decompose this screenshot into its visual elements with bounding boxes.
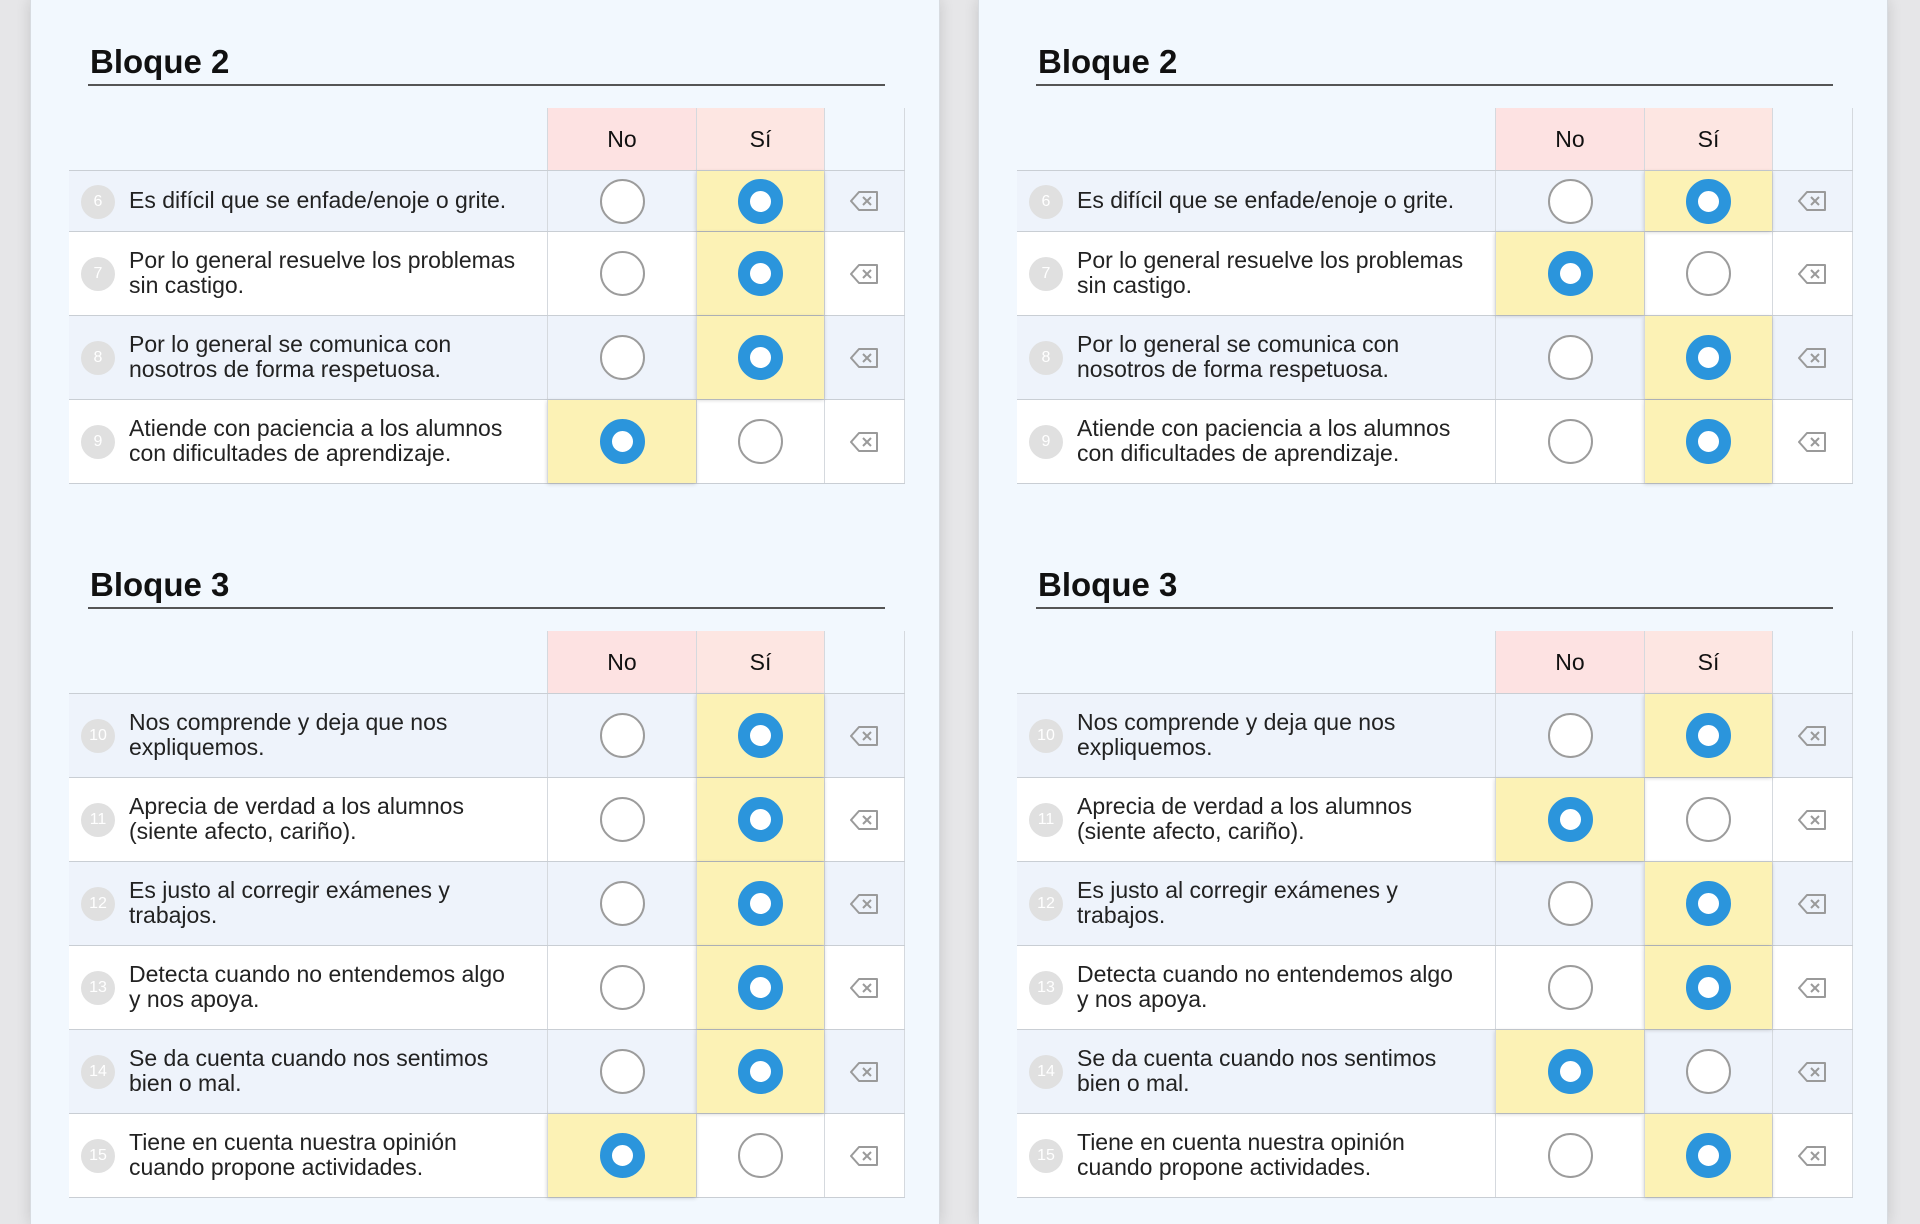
question-row xyxy=(1017,1030,1853,1114)
question-text xyxy=(1077,188,1497,213)
radio-si-selected[interactable] xyxy=(1686,881,1731,926)
answer-cell-si[interactable] xyxy=(696,862,824,945)
question-text-line-2: nosotros de forma respetuosa. xyxy=(129,356,441,382)
question-row xyxy=(1017,694,1853,778)
answer-cell-no[interactable] xyxy=(1495,694,1644,777)
radio-no-selected[interactable] xyxy=(1548,1049,1593,1094)
question-row xyxy=(1017,171,1853,232)
question-number-badge: 8 xyxy=(1029,341,1063,375)
question-rows xyxy=(69,170,905,484)
question-text-line-1: Por lo general resuelve los problemas xyxy=(129,247,516,273)
radio-si-selected[interactable] xyxy=(1686,335,1731,380)
column-header-si: Sí xyxy=(696,631,824,693)
column-header-no: No xyxy=(1495,631,1644,693)
answer-cell-si[interactable] xyxy=(1644,1030,1772,1113)
question-text-line-2: (siente afecto, cariño). xyxy=(1077,818,1305,844)
question-text-line-1: Detecta cuando no entendemos algo xyxy=(1077,961,1453,987)
question-row xyxy=(69,778,905,862)
radio-no[interactable] xyxy=(600,179,645,224)
radio-no[interactable] xyxy=(1548,881,1593,926)
radio-no[interactable] xyxy=(600,1049,645,1094)
question-number-badge: 14 xyxy=(81,1055,115,1089)
clear-answer-cell[interactable] xyxy=(1772,171,1853,231)
radio-no[interactable] xyxy=(600,797,645,842)
question-text xyxy=(1077,332,1497,382)
question-text-line-1: Tiene en cuenta nuestra opinión xyxy=(1077,1129,1405,1155)
clear-answer-cell[interactable] xyxy=(824,694,905,777)
column-header-si: Sí xyxy=(1644,631,1772,693)
question-number-badge: 9 xyxy=(1029,425,1063,459)
radio-no[interactable] xyxy=(1548,419,1593,464)
radio-no[interactable] xyxy=(1548,713,1593,758)
answer-cell-no[interactable] xyxy=(1495,862,1644,945)
radio-si[interactable] xyxy=(1686,251,1731,296)
clear-answer-cell[interactable] xyxy=(1772,400,1853,483)
answer-cell-si[interactable] xyxy=(1644,232,1772,315)
radio-no-selected[interactable] xyxy=(600,419,645,464)
clear-answer-cell[interactable] xyxy=(1772,1114,1853,1197)
question-text xyxy=(1077,1046,1497,1096)
question-text-line-2: sin castigo. xyxy=(1077,272,1193,298)
question-row xyxy=(69,171,905,232)
answer-cell-si[interactable] xyxy=(696,778,824,861)
question-text-line-1: Es justo al corregir exámenes y xyxy=(1077,877,1398,903)
question-row xyxy=(69,232,905,316)
question-text xyxy=(129,188,549,213)
survey-panel-1 xyxy=(30,0,940,1224)
question-text-line-2: bien o mal. xyxy=(129,1070,242,1096)
question-number-badge: 13 xyxy=(81,971,115,1005)
block-title: Bloque 3 xyxy=(1036,563,1833,609)
question-text xyxy=(1077,710,1497,760)
radio-si-selected[interactable] xyxy=(738,881,783,926)
question-row xyxy=(1017,316,1853,400)
question-text-line-2: trabajos. xyxy=(1077,902,1166,928)
question-text xyxy=(1077,878,1497,928)
question-text-line-2: cuando propone actividades. xyxy=(1077,1154,1372,1180)
backspace-clear-icon[interactable] xyxy=(1798,190,1828,212)
radio-si-selected[interactable] xyxy=(738,335,783,380)
question-text-line-2: trabajos. xyxy=(129,902,218,928)
answer-cell-no[interactable] xyxy=(1495,400,1644,483)
answer-cell-no[interactable] xyxy=(547,862,696,945)
question-text xyxy=(1077,962,1497,1012)
radio-no-selected[interactable] xyxy=(1548,251,1593,296)
question-text-line-1: Tiene en cuenta nuestra opinión xyxy=(129,1129,457,1155)
answer-cell-no[interactable] xyxy=(547,946,696,1029)
answer-cell-si[interactable] xyxy=(696,694,824,777)
answer-cell-si[interactable] xyxy=(1644,778,1772,861)
question-number-badge: 7 xyxy=(1029,257,1063,291)
question-rows xyxy=(69,693,905,1198)
question-text xyxy=(129,416,549,466)
answer-cell-si[interactable] xyxy=(696,316,824,399)
radio-no[interactable] xyxy=(600,713,645,758)
question-text xyxy=(129,1046,549,1096)
question-text-line-1: Atiende con paciencia a los alumnos xyxy=(1077,415,1451,441)
column-header-blank xyxy=(1772,108,1853,170)
question-text-line-1: Aprecia de verdad a los alumnos xyxy=(1077,793,1412,819)
column-header-blank xyxy=(824,108,905,170)
backspace-clear-icon[interactable] xyxy=(1798,1145,1828,1167)
answer-cell-si[interactable] xyxy=(696,400,824,483)
question-number-badge: 7 xyxy=(81,257,115,291)
radio-no[interactable] xyxy=(1548,965,1593,1010)
question-rows xyxy=(1017,170,1853,484)
answer-cell-no[interactable] xyxy=(547,316,696,399)
clear-answer-cell[interactable] xyxy=(824,1030,905,1113)
answer-cell-no[interactable] xyxy=(1495,171,1644,231)
radio-si-selected[interactable] xyxy=(1686,713,1731,758)
radio-si-selected[interactable] xyxy=(738,179,783,224)
answer-cell-si[interactable] xyxy=(696,1030,824,1113)
question-text xyxy=(129,248,549,298)
answer-cell-si[interactable] xyxy=(696,232,824,315)
backspace-clear-icon[interactable] xyxy=(850,977,880,999)
question-text-line-1: Por lo general se comunica con xyxy=(1077,331,1400,357)
column-header-blank xyxy=(1772,631,1853,693)
answer-cell-no[interactable] xyxy=(1495,1030,1644,1113)
clear-answer-cell[interactable] xyxy=(824,946,905,1029)
question-row xyxy=(69,946,905,1030)
question-row xyxy=(1017,946,1853,1030)
question-text-line-1: Aprecia de verdad a los alumnos xyxy=(129,793,464,819)
clear-answer-cell[interactable] xyxy=(1772,946,1853,1029)
radio-no-selected[interactable] xyxy=(1548,797,1593,842)
backspace-clear-icon[interactable] xyxy=(850,190,880,212)
question-text-line-1: Por lo general se comunica con xyxy=(129,331,452,357)
backspace-clear-icon[interactable] xyxy=(1798,1061,1828,1083)
question-row xyxy=(1017,232,1853,316)
question-text-line-1: Por lo general resuelve los problemas xyxy=(1077,247,1464,273)
answer-cell-no[interactable] xyxy=(1495,316,1644,399)
clear-answer-cell[interactable] xyxy=(1772,862,1853,945)
backspace-clear-icon[interactable] xyxy=(850,893,880,915)
answer-cell-si[interactable] xyxy=(1644,1114,1772,1197)
question-number-badge: 12 xyxy=(1029,887,1063,921)
backspace-clear-icon[interactable] xyxy=(850,809,880,831)
clear-answer-cell[interactable] xyxy=(824,862,905,945)
question-text xyxy=(129,878,549,928)
question-number-badge: 13 xyxy=(1029,971,1063,1005)
radio-si-selected[interactable] xyxy=(738,1049,783,1094)
question-text xyxy=(129,962,549,1012)
question-text xyxy=(1077,248,1497,298)
clear-answer-cell[interactable] xyxy=(1772,694,1853,777)
question-row xyxy=(69,1114,905,1198)
clear-answer-cell[interactable] xyxy=(824,316,905,399)
question-row xyxy=(69,400,905,484)
radio-si-selected[interactable] xyxy=(738,251,783,296)
question-row xyxy=(1017,778,1853,862)
question-text xyxy=(1077,794,1497,844)
question-number-badge: 8 xyxy=(81,341,115,375)
question-row xyxy=(1017,862,1853,946)
question-row xyxy=(69,316,905,400)
question-text-line-1: Se da cuenta cuando nos sentimos xyxy=(129,1045,489,1071)
radio-si-selected[interactable] xyxy=(1686,179,1731,224)
question-text xyxy=(129,332,549,382)
block-title: Bloque 3 xyxy=(88,563,885,609)
question-text-line-2: con dificultades de aprendizaje. xyxy=(1077,440,1400,466)
question-number-badge: 10 xyxy=(1029,719,1063,753)
radio-si-selected[interactable] xyxy=(1686,965,1731,1010)
question-text-line-2: bien o mal. xyxy=(1077,1070,1190,1096)
backspace-clear-icon[interactable] xyxy=(850,431,880,453)
column-header-si: Sí xyxy=(1644,108,1772,170)
answer-cell-no[interactable] xyxy=(1495,778,1644,861)
clear-answer-cell[interactable] xyxy=(1772,232,1853,315)
answer-cell-si[interactable] xyxy=(1644,694,1772,777)
block-title: Bloque 2 xyxy=(88,40,885,86)
question-number-badge: 6 xyxy=(1029,185,1063,219)
question-text-line-1: Nos comprende y deja que nos xyxy=(129,709,448,735)
radio-no-selected[interactable] xyxy=(600,1133,645,1178)
radio-no[interactable] xyxy=(600,965,645,1010)
question-text-line-2: nosotros de forma respetuosa. xyxy=(1077,356,1389,382)
clear-answer-cell[interactable] xyxy=(1772,1030,1853,1113)
answer-cell-si[interactable] xyxy=(696,171,824,231)
radio-no[interactable] xyxy=(600,881,645,926)
radio-si[interactable] xyxy=(738,419,783,464)
question-number-badge: 6 xyxy=(81,185,115,219)
question-text-line-2: cuando propone actividades. xyxy=(129,1154,424,1180)
question-number-badge: 15 xyxy=(81,1139,115,1173)
question-text-line-1: Se da cuenta cuando nos sentimos xyxy=(1077,1045,1437,1071)
question-text-line-2: (siente afecto, cariño). xyxy=(129,818,357,844)
radio-no[interactable] xyxy=(600,335,645,380)
survey-panel-2 xyxy=(978,0,1888,1224)
radio-no[interactable] xyxy=(1548,335,1593,380)
question-text xyxy=(1077,416,1497,466)
question-text-line-1: Es difícil que se enfade/enoje o grite. xyxy=(129,187,507,213)
column-header-si: Sí xyxy=(696,108,824,170)
question-text-line-2: con dificultades de aprendizaje. xyxy=(129,440,452,466)
backspace-clear-icon[interactable] xyxy=(1798,809,1828,831)
backspace-clear-icon[interactable] xyxy=(850,263,880,285)
column-header-no: No xyxy=(1495,108,1644,170)
answer-cell-si[interactable] xyxy=(696,1114,824,1197)
answer-cell-no[interactable] xyxy=(547,232,696,315)
question-text-line-2: sin castigo. xyxy=(129,272,245,298)
question-text-line-1: Atiende con paciencia a los alumnos xyxy=(129,415,503,441)
block-title: Bloque 2 xyxy=(1036,40,1833,86)
answer-cell-si[interactable] xyxy=(1644,946,1772,1029)
question-text-line-2: expliquemos. xyxy=(1077,734,1213,760)
backspace-clear-icon[interactable] xyxy=(1798,725,1828,747)
answer-cell-no[interactable] xyxy=(547,778,696,861)
answer-cell-si[interactable] xyxy=(1644,316,1772,399)
column-header-no: No xyxy=(547,631,696,693)
clear-answer-cell[interactable] xyxy=(824,400,905,483)
radio-si[interactable] xyxy=(738,1133,783,1178)
question-text xyxy=(129,710,549,760)
backspace-clear-icon[interactable] xyxy=(850,347,880,369)
radio-si-selected[interactable] xyxy=(738,713,783,758)
question-number-badge: 14 xyxy=(1029,1055,1063,1089)
question-rows xyxy=(1017,693,1853,1198)
backspace-clear-icon[interactable] xyxy=(1798,977,1828,999)
answer-cell-no[interactable] xyxy=(1495,1114,1644,1197)
answer-cell-si[interactable] xyxy=(1644,400,1772,483)
question-row xyxy=(69,694,905,778)
column-header-blank xyxy=(824,631,905,693)
column-header-no: No xyxy=(547,108,696,170)
backspace-clear-icon[interactable] xyxy=(1798,893,1828,915)
radio-si[interactable] xyxy=(1686,1049,1731,1094)
question-text-line-1: Es difícil que se enfade/enoje o grite. xyxy=(1077,187,1455,213)
backspace-clear-icon[interactable] xyxy=(850,1145,880,1167)
answer-cell-si[interactable] xyxy=(696,946,824,1029)
question-number-badge: 11 xyxy=(81,803,115,837)
question-number-badge: 9 xyxy=(81,425,115,459)
answer-cell-no[interactable] xyxy=(1495,946,1644,1029)
clear-answer-cell[interactable] xyxy=(824,778,905,861)
radio-si-selected[interactable] xyxy=(1686,419,1731,464)
question-text xyxy=(129,1130,549,1180)
radio-si-selected[interactable] xyxy=(738,965,783,1010)
backspace-clear-icon[interactable] xyxy=(850,725,880,747)
answer-cell-si[interactable] xyxy=(1644,862,1772,945)
question-text-line-1: Detecta cuando no entendemos algo xyxy=(129,961,505,987)
question-text-line-1: Es justo al corregir exámenes y xyxy=(129,877,450,903)
clear-answer-cell[interactable] xyxy=(824,232,905,315)
question-number-badge: 10 xyxy=(81,719,115,753)
radio-no[interactable] xyxy=(1548,179,1593,224)
clear-answer-cell[interactable] xyxy=(824,171,905,231)
radio-si-selected[interactable] xyxy=(738,797,783,842)
answer-cell-no[interactable] xyxy=(547,694,696,777)
clear-answer-cell[interactable] xyxy=(1772,316,1853,399)
question-row xyxy=(69,862,905,946)
question-text-line-2: expliquemos. xyxy=(129,734,265,760)
answer-cell-no[interactable] xyxy=(547,1114,696,1197)
question-text-line-1: Nos comprende y deja que nos xyxy=(1077,709,1396,735)
radio-si[interactable] xyxy=(1686,797,1731,842)
answer-cell-no[interactable] xyxy=(547,1030,696,1113)
question-row xyxy=(1017,1114,1853,1198)
radio-no[interactable] xyxy=(600,251,645,296)
radio-si-selected[interactable] xyxy=(1686,1133,1731,1178)
backspace-clear-icon[interactable] xyxy=(1798,263,1828,285)
backspace-clear-icon[interactable] xyxy=(1798,431,1828,453)
answer-cell-no[interactable] xyxy=(547,400,696,483)
question-text xyxy=(129,794,549,844)
answer-cell-no[interactable] xyxy=(547,171,696,231)
question-row xyxy=(69,1030,905,1114)
answer-cell-no[interactable] xyxy=(1495,232,1644,315)
question-text-line-2: y nos apoya. xyxy=(129,986,260,1012)
question-number-badge: 12 xyxy=(81,887,115,921)
question-text-line-2: y nos apoya. xyxy=(1077,986,1208,1012)
clear-answer-cell[interactable] xyxy=(824,1114,905,1197)
question-text xyxy=(1077,1130,1497,1180)
backspace-clear-icon[interactable] xyxy=(1798,347,1828,369)
question-number-badge: 11 xyxy=(1029,803,1063,837)
backspace-clear-icon[interactable] xyxy=(850,1061,880,1083)
answer-cell-si[interactable] xyxy=(1644,171,1772,231)
clear-answer-cell[interactable] xyxy=(1772,778,1853,861)
question-number-badge: 15 xyxy=(1029,1139,1063,1173)
radio-no[interactable] xyxy=(1548,1133,1593,1178)
question-row xyxy=(1017,400,1853,484)
